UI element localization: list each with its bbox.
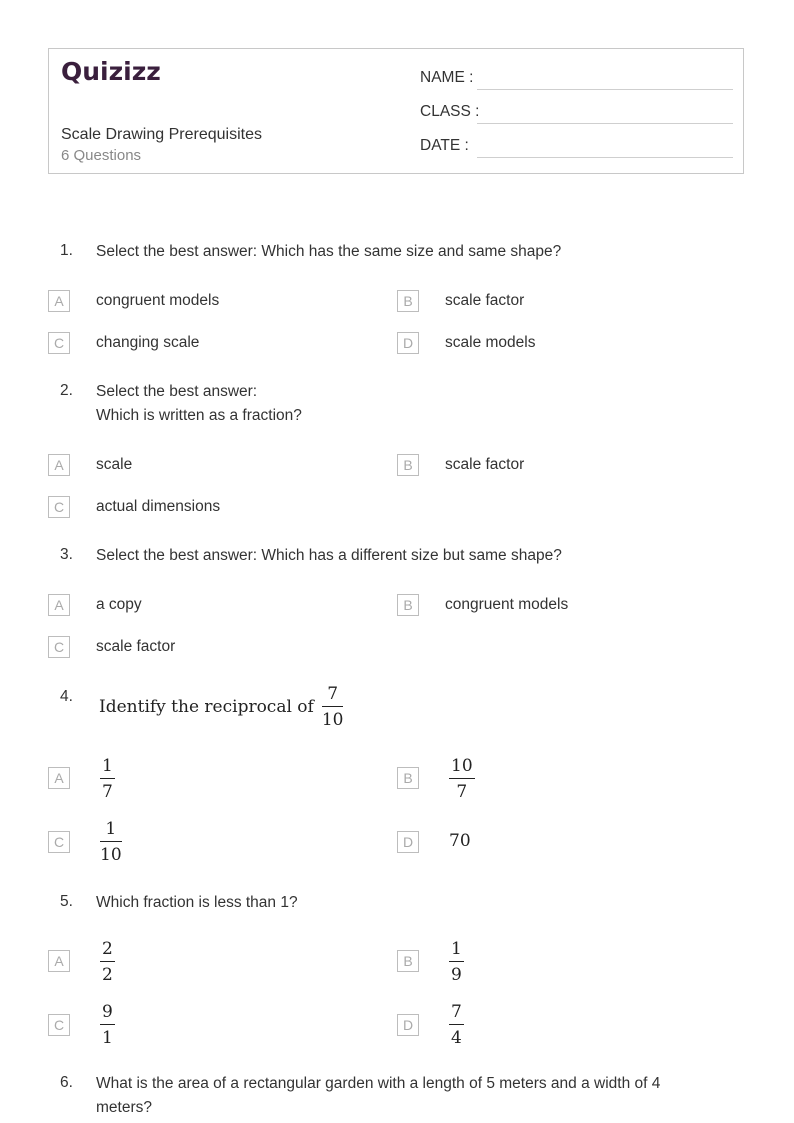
date-field[interactable]	[477, 157, 733, 158]
question-text-line-2: Which is written as a fraction?	[96, 407, 302, 424]
class-field[interactable]	[477, 123, 733, 124]
fraction-denominator: 9	[451, 965, 462, 985]
option-letter-a[interactable]: A	[48, 290, 70, 312]
question-number: 4.	[60, 688, 73, 705]
question-number: 6.	[60, 1074, 73, 1091]
fraction-denominator: 2	[102, 965, 113, 985]
option-letter-d[interactable]: D	[397, 332, 419, 354]
fraction-bar	[100, 778, 115, 779]
fraction-denominator: 7	[456, 782, 468, 802]
option-text[interactable]: scale factor	[96, 638, 176, 655]
option-letter-a[interactable]: A	[48, 950, 70, 972]
question-count: 6 Questions	[61, 147, 142, 164]
question-number: 2.	[60, 382, 73, 399]
question-text: Which fraction is less than 1?	[96, 894, 298, 911]
option-letter-c[interactable]: C	[48, 496, 70, 518]
option-text[interactable]: changing scale	[96, 334, 200, 351]
option-text[interactable]: scale factor	[445, 456, 525, 473]
question-number: 5.	[60, 893, 73, 910]
question-text: Select the best answer: Which has the same size and same shape?	[96, 243, 562, 260]
fraction-bar	[100, 841, 122, 842]
fraction-denominator: 10	[321, 710, 344, 730]
option-text[interactable]: scale models	[445, 334, 536, 351]
fraction-bar	[449, 961, 464, 962]
quizizz-logo: Quizizz	[61, 57, 161, 86]
fraction-numerator: 7	[451, 1002, 462, 1022]
name-label: NAME :	[420, 69, 474, 86]
question-text: Select the best answer: Which has a different size but same shape?	[96, 547, 562, 564]
option-letter-a[interactable]: A	[48, 767, 70, 789]
option-text[interactable]: actual dimensions	[96, 498, 221, 515]
option-text[interactable]: 70	[449, 831, 471, 851]
fraction-bar	[449, 1024, 464, 1025]
option-text[interactable]: congruent models	[96, 292, 220, 309]
fraction-bar	[100, 961, 115, 962]
fraction-bar	[322, 706, 344, 707]
fraction-numerator: 1	[102, 756, 113, 776]
name-field[interactable]	[477, 89, 733, 90]
option-letter-c[interactable]: C	[48, 1014, 70, 1036]
option-text[interactable]: scale	[96, 456, 133, 473]
question-text-line-1: What is the area of a rectangular garden with a length of 5 meters and a width of 4	[96, 1075, 661, 1092]
question-text-words: Identify the reciprocal of	[99, 697, 314, 717]
fraction-numerator: 1	[451, 939, 462, 959]
fraction-numerator: 9	[102, 1002, 113, 1022]
fraction-numerator: 1	[105, 819, 117, 839]
question-text	[99, 684, 343, 730]
option-letter-b[interactable]: B	[397, 290, 419, 312]
fraction-bar	[100, 1024, 115, 1025]
fraction-denominator: 7	[102, 782, 113, 802]
worksheet-title: Scale Drawing Prerequisites	[61, 126, 262, 143]
option-letter-d[interactable]: D	[397, 831, 419, 853]
option-text[interactable]: scale factor	[445, 292, 525, 309]
option-fraction[interactable]	[100, 1002, 115, 1048]
fraction-bar	[449, 778, 475, 779]
fraction-numerator: 7	[327, 684, 339, 704]
worksheet-header	[48, 48, 744, 174]
option-letter-a[interactable]: A	[48, 594, 70, 616]
fraction-denominator: 1	[102, 1028, 113, 1048]
option-letter-d[interactable]: D	[397, 1014, 419, 1036]
option-letter-a[interactable]: A	[48, 454, 70, 476]
option-fraction[interactable]	[100, 756, 115, 802]
fraction-numerator: 10	[451, 756, 473, 776]
option-text[interactable]: a copy	[96, 596, 142, 613]
option-letter-b[interactable]: B	[397, 594, 419, 616]
option-fraction[interactable]	[449, 1002, 464, 1048]
option-letter-b[interactable]: B	[397, 950, 419, 972]
option-letter-c[interactable]: C	[48, 831, 70, 853]
option-letter-b[interactable]: B	[397, 454, 419, 476]
question-text-line-1: Select the best answer:	[96, 383, 258, 400]
option-letter-b[interactable]: B	[397, 767, 419, 789]
question-number: 3.	[60, 546, 73, 563]
fraction-numerator: 2	[102, 939, 113, 959]
class-label: CLASS :	[420, 103, 480, 120]
date-label: DATE :	[420, 137, 469, 154]
fraction-denominator: 10	[100, 845, 122, 865]
fraction-denominator: 4	[451, 1028, 462, 1048]
option-fraction[interactable]	[100, 939, 115, 985]
question-fraction	[322, 684, 344, 730]
question-number: 1.	[60, 242, 73, 259]
option-letter-c[interactable]: C	[48, 332, 70, 354]
option-fraction[interactable]	[449, 939, 464, 985]
question-text-line-2: meters?	[96, 1099, 152, 1116]
option-letter-c[interactable]: C	[48, 636, 70, 658]
option-fraction[interactable]	[100, 819, 122, 865]
option-text[interactable]: congruent models	[445, 596, 569, 613]
option-fraction[interactable]	[449, 756, 475, 802]
